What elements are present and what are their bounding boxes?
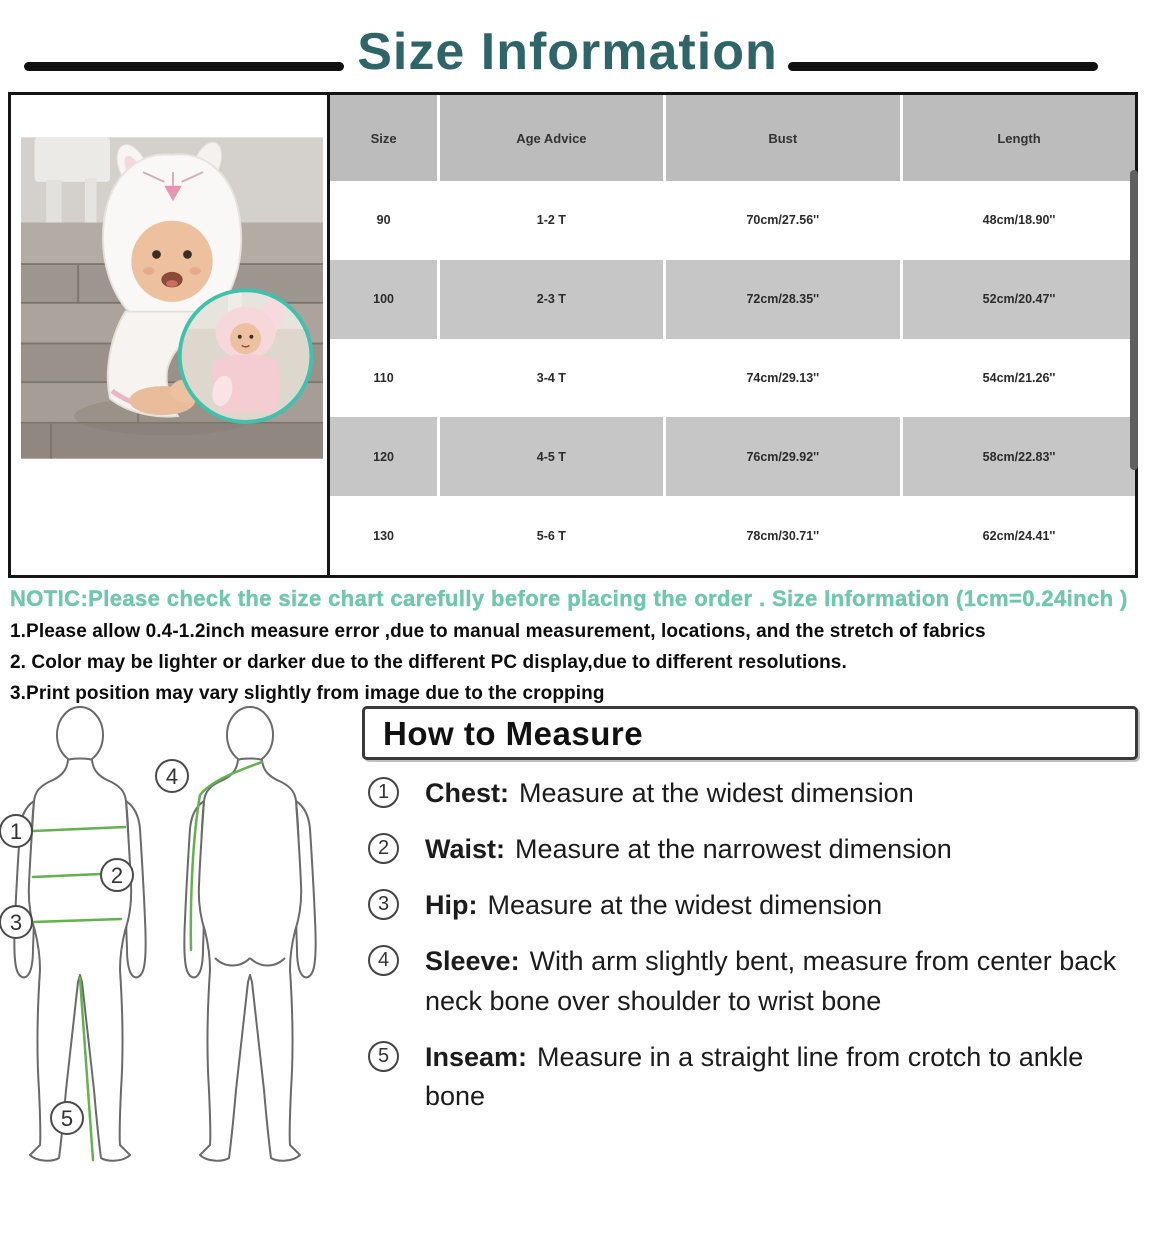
measure-item-text: Sleeve: With arm slightly bent, measure from center back neck bone over shoulder to wrist bone [425,946,1117,1016]
cell-bust: 70cm/27.56'' [664,181,901,260]
size-table-wrap [330,95,1135,575]
notice-lines [10,621,1146,705]
col-header-age: Age Advice [439,95,664,181]
table-row [330,417,1135,496]
measure-item [364,942,1144,1020]
table-row [330,339,1135,418]
cell-length: 48cm/18.90'' [902,181,1135,260]
marker-4: 4 [165,764,179,789]
cell-age: 2-3 T [439,260,664,339]
measure-item-text: Inseam: Measure in a straight line from crotch to ankle bone [425,1041,1084,1111]
col-header-length: Length [902,95,1135,181]
cell-bust: 72cm/28.35'' [664,260,901,339]
measure-item [364,830,1144,869]
col-header-size: Size [330,95,439,181]
marker-2: 2 [110,863,124,888]
marker-5: 5 [60,1106,74,1131]
marker-3: 3 [9,910,23,935]
notice-line: 1.Please allow 0.4-1.2inch measure error ,due to manual measurement, locations, and the stretch of fabrics [10,621,986,642]
size-table-header-row [330,95,1135,181]
measure-number-badge: 3 [368,889,399,920]
col-header-bust: Bust [664,95,901,181]
notice-section [10,586,1146,714]
cell-bust: 78cm/30.71'' [664,496,901,575]
cell-age: 1-2 T [439,181,664,260]
size-table [330,95,1135,575]
notice-line: 2. Color may be lighter or darker due to the different PC display,due to different resolutions. [10,652,847,673]
measure-number-badge: 2 [368,833,399,864]
cell-age: 3-4 T [439,339,664,418]
cell-size: 90 [330,181,439,260]
table-row [330,260,1135,339]
cell-bust: 76cm/29.92'' [664,417,901,496]
cell-age: 4-5 T [439,417,664,496]
measure-item [364,886,1144,925]
back-body-outline [184,707,315,1161]
size-board [8,92,1138,578]
cell-age: 5-6 T [439,496,664,575]
measure-instruction-list [364,774,1144,1116]
measure-number-badge: 4 [368,945,399,976]
cell-length: 54cm/21.26'' [902,339,1135,418]
marker-1: 1 [9,819,23,844]
measure-number-badge: 1 [368,777,399,808]
vertical-scrollbar-thumb[interactable] [1130,170,1138,470]
cell-size: 120 [330,417,439,496]
table-row [330,181,1135,260]
table-row [330,496,1135,575]
measurement-diagram [0,700,360,1236]
title-dash-left [24,62,344,71]
notice-line: 3.Print position may vary slightly from image due to the cropping [10,683,605,704]
product-photo [21,133,323,463]
how-to-measure-title: How to Measure [383,715,644,752]
cell-length: 52cm/20.47'' [902,260,1135,339]
measure-item-text: Chest: Measure at the widest dimension [425,778,914,808]
measure-item [364,774,1144,813]
cell-bust: 74cm/29.13'' [664,339,901,418]
measure-item-text: Hip: Measure at the widest dimension [425,890,883,921]
measure-number-badge: 5 [368,1041,399,1072]
front-body-outline [14,707,145,1161]
measure-item-text: Waist: Measure at the narrowest dimension [425,834,952,865]
how-to-measure-box [362,706,1138,760]
cell-length: 58cm/22.83'' [902,417,1135,496]
page-title: Size Information [357,23,778,81]
size-table-body [330,181,1135,575]
cell-size: 110 [330,339,439,418]
cell-size: 100 [330,260,439,339]
measure-item [364,1038,1144,1116]
product-photo-panel [11,95,330,575]
title-dash-right [788,62,1098,71]
cell-length: 62cm/24.41'' [902,496,1135,575]
cell-size: 130 [330,496,439,575]
notice-headline: NOTIC:Please check the size chart carefully before placing the order . Size Information (1cm=0.24inch ) [10,586,1128,611]
